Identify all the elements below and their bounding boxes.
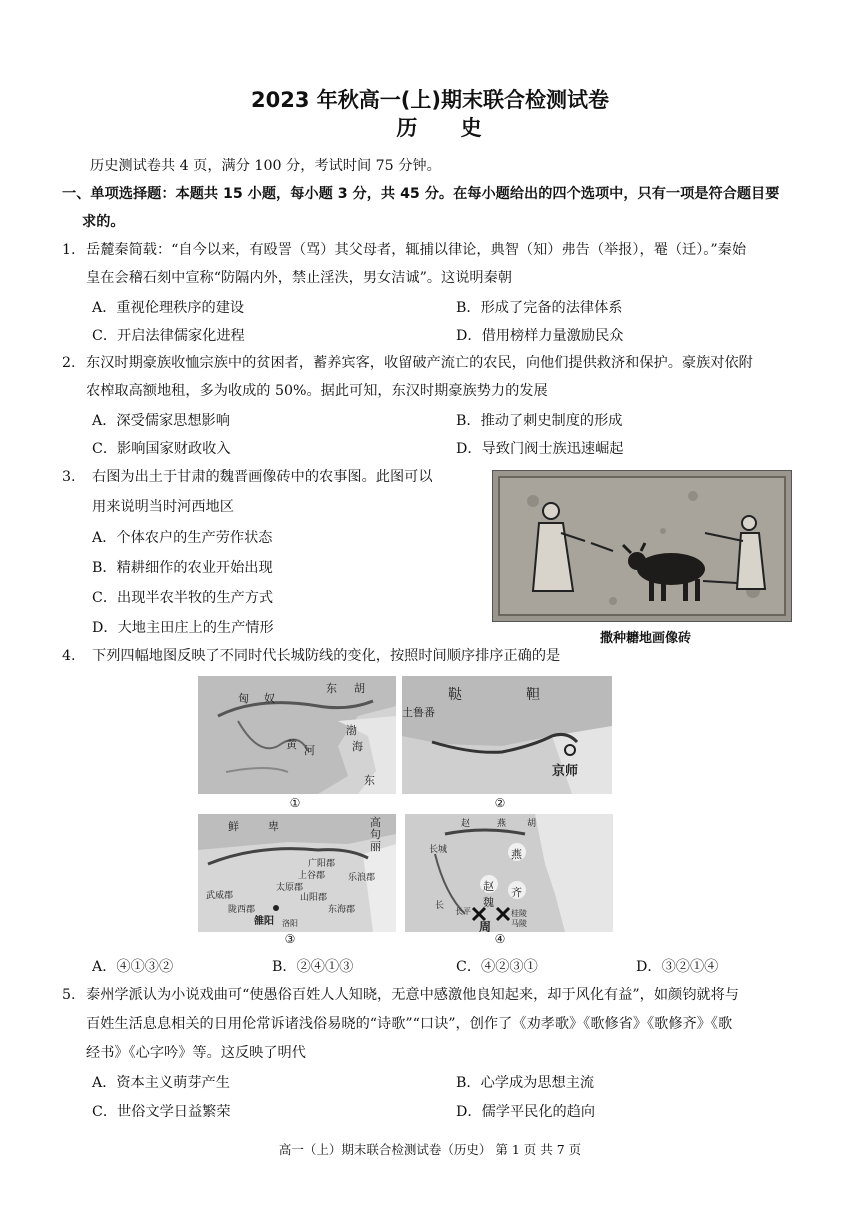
map-number-2: ② (494, 796, 506, 810)
q2-option-b: B．推动了刺史制度的形成 (456, 413, 623, 429)
q5-option-b: B．心学成为思想主流 (456, 1075, 595, 1091)
map-label: 赵 (461, 819, 471, 829)
q2-stem-cont: 农榨取高额地租，多为收成的 50%。据此可知，东汉时期豪族势力的发展 (86, 383, 548, 399)
map-label: 京师 (552, 764, 579, 779)
map-label: 广阳郡 (308, 859, 336, 869)
image-caption: 撒种耱地画像砖 (600, 631, 692, 646)
map-label: 靼 (526, 687, 540, 703)
map-label: 马陵 (511, 919, 527, 928)
map-4 (405, 814, 613, 932)
q4-option-d: D．③②①④ (636, 959, 719, 975)
map-label: 土鲁番 (402, 706, 435, 719)
map-label: 燕 (497, 819, 507, 829)
map-label: 乐浪郡 (348, 873, 376, 883)
q4-option-b: B．②④①③ (272, 959, 354, 975)
brick-painting-image (492, 470, 792, 622)
q1-stem-cont: 皇在会稽石刻中宣称“防隔内外，禁止淫泆，男女洁诚”。这说明秦朝 (86, 270, 512, 286)
intro-text: 历史测试卷共 4 页，满分 100 分，考试时间 75 分钟。 (90, 158, 441, 174)
q2-option-a: A．深受儒家思想影响 (92, 413, 230, 429)
map-label: 河 (304, 744, 315, 757)
map-label: 周 (479, 920, 492, 932)
map-1 (198, 676, 396, 794)
q2-option-c: C．影响国家财政收入 (92, 441, 231, 457)
map-number-4: ④ (494, 932, 506, 946)
map-label: 齐 (511, 886, 522, 899)
map-label: 胡 (354, 682, 365, 695)
q3-option-c: C．出现半农半牧的生产方式 (92, 590, 274, 606)
q1-option-c: C．开启法律儒家化进程 (92, 328, 245, 344)
map-number-1: ① (289, 796, 301, 810)
map-label: 丽 (370, 840, 381, 853)
map-label: 胡 (527, 819, 537, 829)
q2-option-d: D．导致门阀士族迅速崛起 (456, 441, 624, 457)
question-number: 2. (62, 355, 76, 371)
question-number: 3. (62, 469, 76, 485)
map-label: 句 (370, 828, 381, 841)
exam-title: 2023 年秋高一(上)期末联合检测试卷 (251, 88, 609, 112)
map-label: 赵 (483, 880, 494, 893)
q3-option-b: B．精耕细作的农业开始出现 (92, 560, 273, 576)
q1-option-d: D．借用榜样力量激励民众 (456, 328, 624, 344)
q4-option-a: A．④①③② (92, 959, 174, 975)
q3-stem-cont: 用来说明当时河西地区 (92, 499, 234, 515)
subject-title: 历 史 (396, 116, 500, 140)
map-label: 黄 (286, 738, 297, 751)
question-number: 5. (62, 987, 76, 1003)
map-label: 奴 (264, 692, 275, 705)
map-label: 长城 (429, 845, 448, 855)
q5-option-a: A．资本主义萌芽产生 (92, 1075, 230, 1091)
q4-option-c: C．④②③① (456, 959, 538, 975)
q5-stem-cont: 百姓生活息息相关的日用伦常诉诸浅俗易晓的“诗歌”“口诀”，创作了《劝孝歌》《歌修省》《歌修齐》《歌 (86, 1016, 733, 1032)
q5-option-c: C．世俗文学日益繁荣 (92, 1104, 231, 1120)
map-label: 匈 (238, 692, 249, 705)
map-label: 鲜 (228, 820, 239, 833)
q5-stem: 泰州学派认为小说戏曲可“使愚俗百姓人人知晓，无意中感激他良知起来，却于风化有益”，如颜钧就将与 (86, 987, 739, 1003)
map-label: 高 (370, 816, 381, 829)
map-label: 卑 (268, 820, 279, 833)
map-label: 武威郡 (206, 891, 234, 901)
map-label: 雒阳 (254, 916, 274, 927)
map-2 (402, 676, 612, 794)
q1-option-a: A．重视伦理秩序的建设 (92, 300, 245, 316)
map-label: 桂陵 (511, 909, 527, 918)
map-label: 太原郡 (276, 883, 304, 893)
q4-stem: 下列四幅地图反映了不同时代长城防线的变化，按照时间顺序排序正确的是 (92, 648, 561, 664)
map-label: 燕 (511, 848, 522, 861)
section-heading: 一、单项选择题：本题共 15 小题，每小题 3 分，共 45 分。在每小题给出的四个选项中，只有一项是符合题目要 (62, 186, 780, 202)
q1-stem: 岳麓秦简载：“自今以来，有殴詈（骂）其父母者，辄捕以律论，典智（知）弗告（举报），罨（迁）。”秦始 (86, 242, 747, 258)
q3-option-a: A．个体农户的生产劳作状态 (92, 530, 273, 546)
map-number-3: ③ (284, 932, 296, 946)
map-label: 东 (364, 774, 375, 787)
map-label: 洛阳 (282, 919, 298, 928)
map-label: 东 (326, 682, 337, 695)
map-label: 长 (435, 901, 445, 911)
map-3 (198, 814, 396, 932)
q3-option-d: D．大地主田庄上的生产情形 (92, 620, 274, 636)
page-footer: 高一（上）期末联合检测试卷（历史） 第 1 页 共 7 页 (278, 1142, 582, 1157)
map-label: 陇西郡 (228, 905, 256, 915)
question-number: 4. (62, 648, 76, 664)
q1-option-b: B．形成了完备的法律体系 (456, 300, 623, 316)
map-label: 海 (352, 740, 363, 753)
map-label: 长平 (455, 907, 471, 916)
q5-option-d: D．儒学平民化的趋向 (456, 1104, 596, 1120)
section-heading-cont: 求的。 (82, 214, 125, 230)
map-label: 鞑 (448, 687, 462, 703)
q3-stem: 右图为出土于甘肃的魏晋画像砖中的农事图。此图可以 (92, 469, 433, 485)
map-label: 上谷郡 (298, 871, 326, 881)
map-label: 山阳郡 (300, 893, 328, 903)
question-number: 1. (62, 242, 76, 258)
map-label: 东海郡 (328, 905, 356, 915)
map-label: 魏 (483, 896, 494, 909)
map-label: 渤 (346, 724, 357, 737)
q2-stem: 东汉时期豪族收恤宗族中的贫困者，蓄养宾客，收留破产流亡的农民，向他们提供救济和保护。豪族对依附 (86, 355, 753, 371)
q5-stem-cont: 经书》《心字吟》等。这反映了明代 (86, 1045, 306, 1061)
